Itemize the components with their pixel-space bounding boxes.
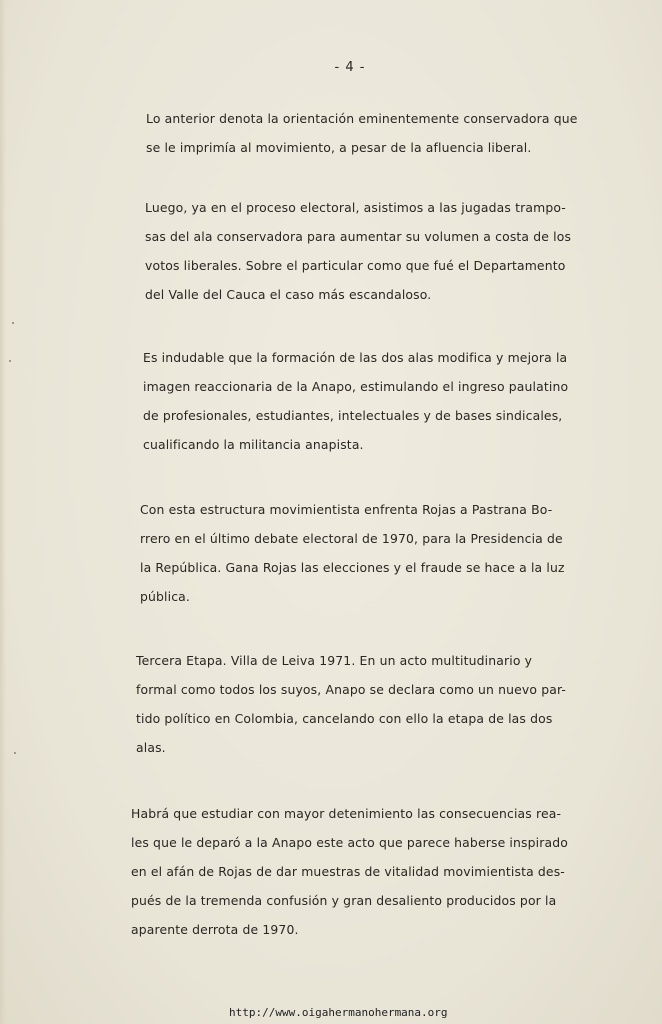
paragraph-6 [131, 799, 568, 944]
text-line: se le imprimía al movimiento, a pesar de la afluencia liberal. [146, 140, 532, 155]
text-line: cualificando la militancia anapista. [143, 437, 364, 452]
text-line: formal como todos los suyos, Anapo se declara como un nuevo par- [136, 682, 567, 697]
text-line: Es indudable que la formación de las dos alas modifica y mejora la [143, 350, 568, 365]
text-line: la República. Gana Rojas las elecciones y el fraude se hace a la luz [140, 560, 565, 575]
footer-url: http://www.oigahermanohermana.org [229, 1006, 448, 1019]
text-line: tido político en Colombia, cancelando con ello la etapa de las dos [136, 711, 553, 726]
text-line: rrero en el último debate electoral de 1970, para la Presidencia de [140, 531, 563, 546]
text-line: en el afán de Rojas de dar muestras de vitalidad movimientista des- [131, 864, 565, 879]
text-line: pués de la tremenda confusión y gran desaliento producidos por la [131, 893, 557, 908]
text-line: Lo anterior denota la orientación eminentemente conservadora que [146, 111, 578, 126]
text-line: de profesionales, estudiantes, intelectuales y de bases sindicales, [143, 408, 563, 423]
text-line: del Valle del Cauca el caso más escandaloso. [145, 287, 432, 302]
text-line: votos liberales. Sobre el particular como que fué el Departamento [145, 258, 566, 273]
text-line: imagen reaccionaria de la Anapo, estimulando el ingreso paulatino [143, 379, 569, 394]
paper-speck [14, 752, 16, 754]
text-line: Luego, ya en el proceso electoral, asistimos a las jugadas trampo- [145, 200, 566, 215]
page-number: - 4 - [334, 60, 366, 75]
paragraph-4 [140, 495, 565, 611]
paragraph-5 [136, 646, 566, 762]
text-line: les que le deparó a la Anapo este acto que parece haberse inspirado [131, 835, 568, 850]
paper-speck [12, 322, 14, 324]
text-line: alas. [136, 740, 166, 755]
text-line: Habrá que estudiar con mayor detenimiento las consecuencias rea- [131, 806, 562, 821]
page-edge-shadow [0, 0, 6, 1024]
text-line: Con esta estructura movimientista enfrenta Rojas a Pastrana Bo- [140, 502, 553, 517]
paper-speck [9, 360, 11, 362]
paragraph-1 [146, 104, 578, 162]
paragraph-3 [143, 343, 568, 459]
text-line: aparente derrota de 1970. [131, 922, 299, 937]
text-line: sas del ala conservadora para aumentar su volumen a costa de los [145, 229, 572, 244]
paragraph-2 [145, 193, 571, 309]
text-line: pública. [140, 589, 191, 604]
text-line: Tercera Etapa. Villa de Leiva 1971. En un acto multitudinario y [136, 653, 533, 668]
